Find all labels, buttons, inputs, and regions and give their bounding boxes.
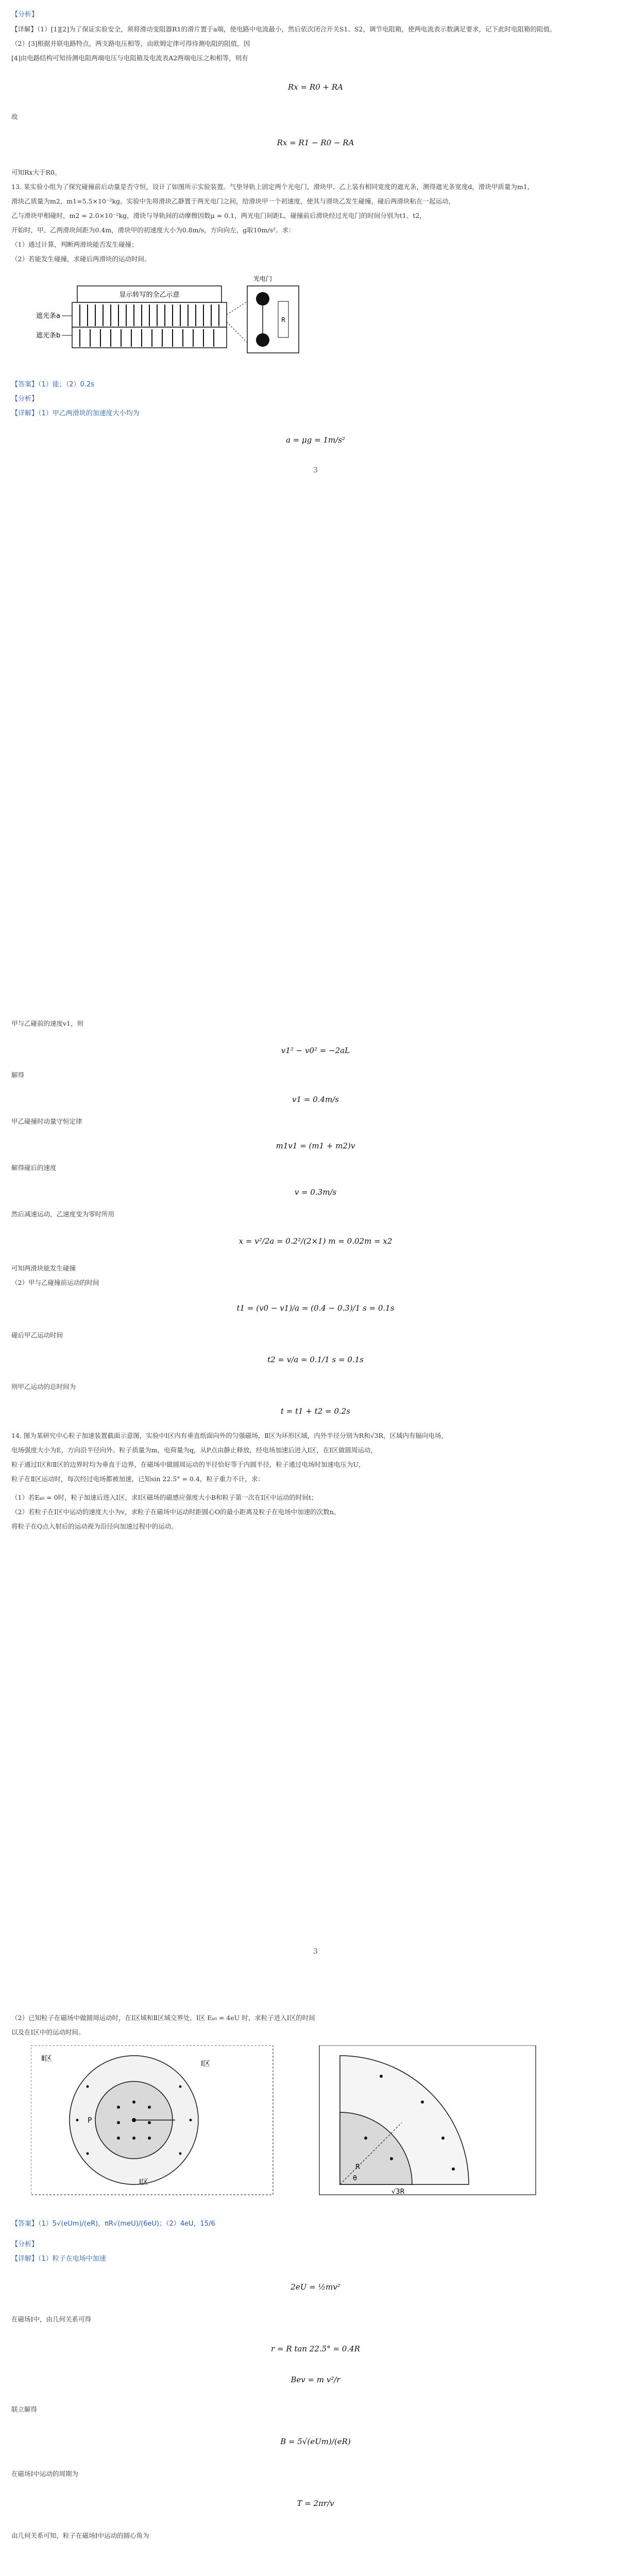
angle-label: θ: [353, 2175, 357, 2182]
inner-radius-label: R: [355, 2163, 361, 2171]
formula: T = 2πr/v: [297, 2499, 334, 2508]
page-number: 3: [313, 1947, 318, 1956]
diagram-title: 显示转写的全乙示意: [119, 291, 180, 299]
analysis-tag: 【分析】: [11, 11, 39, 19]
formula: Rx = R1 − R0 − RA: [277, 138, 354, 147]
formula: v1² − v0² = −2aL: [281, 1046, 350, 1055]
text-line: 可知Rx大于R0。: [11, 168, 61, 176]
text-line: 则甲乙运动的总时间为: [11, 1383, 76, 1391]
label-a: 遮光条a: [36, 312, 60, 320]
problem-13-line: 13. 某实验小组为了探究碰撞前后动量是否守恒，设计了如图所示实验装置。气垫导轨上固定两个光电门，滑块甲、乙上装有相同宽度的遮光条，测得遮光条宽度d，滑块甲质量为m1，: [11, 183, 534, 191]
problem-13-line: 开始时，甲、乙两滑块间距为0.4m，滑块甲的初速度大小为0.8m/s，方向向左，g取10m/s²。求：: [11, 226, 295, 234]
text-line: 联立解得: [11, 2405, 38, 2413]
detail-line: 【详解】（1）甲乙两滑块的加速度大小均为: [11, 410, 140, 417]
text-line: 故: [11, 113, 18, 121]
text-line: 在磁场Ⅰ中，由几何关系可得: [11, 2315, 91, 2323]
text-line: （2）已知粒子在磁场中做圆周运动时，在Ⅰ区域和Ⅱ区域交界处，Ⅰ区 Eₖ₀ = 4eU 时，求粒子进入Ⅰ区的时间: [11, 2014, 315, 2022]
text-line: 将粒子在Q点入射后的运动视为沿径向加速过程中的运动。: [11, 1522, 178, 1530]
answer-line: 【答案】（1）5√(eUm)/(eR)，πR√(meU)/(6eU)；（2）4eU，15/6: [11, 2220, 215, 2228]
text-line: 在磁场Ⅰ中运动的周期为: [11, 2470, 78, 2478]
question-1: （1）若Eₖ₀ = 0时，粒子加速后进入Ⅰ区，求Ⅰ区磁场的磁感应强度大小B和粒子第一次在Ⅰ区中运动的时间t；: [11, 1494, 318, 1501]
page-number: 3: [313, 466, 318, 474]
formula: v = 0.3m/s: [294, 1188, 337, 1197]
resistor-label: R: [281, 316, 286, 324]
air-track-diagram: [21, 270, 309, 368]
text-line: （2）[3]根据并联电路特点，两支路电压相等，由欧姆定律可得待测电阻的阻值，因: [11, 40, 250, 47]
problem-13-line: 乙与滑块甲相碰时，m2 = 2.0×10⁻²kg，滑块与导轨间的动摩擦因数μ = 0.1，两光电门间距L，碰撞前后滑块经过光电门的时间分别为t1、t2，: [11, 212, 426, 219]
problem-14-line: 粒子通过Ⅰ区和Ⅱ区的边界时均为垂直于边界，在磁场中做圆周运动的半径恰好等于内圆半径，粒子通过电场时加速电压为U，: [11, 1461, 365, 1468]
page-2: [0, 999, 631, 1994]
text-line: 碰后甲乙运动时间: [11, 1331, 63, 1339]
outer-radius-label: √3R: [391, 2188, 405, 2196]
page-1: [0, 0, 631, 999]
formula: r = R tan 22.5° = 0.4R: [271, 2344, 360, 2353]
formula: t = t1 + t2 = 0.2s: [280, 1406, 351, 1416]
problem-13-line: 滑块乙质量为m2，m1=5.5×10⁻²kg。实验中先将滑块乙静置于两光电门之间，给滑块甲一个初速度，使其与滑块乙发生碰撞，碰后两滑块粘在一起运动，: [11, 197, 455, 205]
top-label: 光电门: [253, 275, 272, 282]
answer-line: 【答案】（1）能；（2）0.2s: [11, 381, 94, 388]
particle-field-diagram: [31, 2045, 546, 2200]
question-1: （1）通过计算，判断两滑块能否发生碰撞；: [11, 241, 138, 248]
question-2: （2）若能发生碰撞，求碰后两滑块的运动时间。: [11, 255, 151, 263]
analysis-tag: 【分析】: [11, 2241, 39, 2248]
detail-line: 【详解】（1）[1][2]为了保证实验安全，须将滑动变阻器R1的滑片置于a端，使电路中电流最小，然后依次闭合开关S1、S2，调节电阻箱，使两电流表示数满足要求，记下此时电阻箱的阻值。: [11, 25, 556, 33]
text-line: （2）甲与乙碰撞前运动的时间: [11, 1279, 99, 1286]
problem-14-line: 14. 图为某研究中心粒子加速装置截面示意图，实验中Ⅰ区内有垂直纸面向外的匀强磁场，Ⅱ区为环形区域，内外半径分别为R和√3R，区域内有辐向电场，: [11, 1432, 448, 1439]
text-line: 解得: [11, 1071, 25, 1079]
question-2: （2）若粒子在Ⅰ区中运动的速度大小为v，求粒子在磁场中运动时距圆心O的最小距离及粒子在电场中加速的次数n。: [11, 1508, 340, 1516]
formula: v1 = 0.4m/s: [292, 1095, 339, 1104]
region-1b-label: Ⅰ区: [139, 2178, 149, 2187]
text-line: [4]由电路结构可知待测电阻两端电压与电阻箱及电流表A2两端电压之和相等，则有: [11, 54, 248, 62]
analysis-tag: 【分析】: [11, 395, 39, 403]
formula: x = v²/2a = 0.2²/(2×1) m = 0.02m = x2: [238, 1236, 393, 1246]
formula: 2eU = ½mv²: [291, 2282, 340, 2292]
point-p-label: P: [88, 2116, 92, 2125]
text-line: 甲乙碰撞时动量守恒定律: [11, 1117, 82, 1125]
region-2-label: Ⅱ区: [41, 2055, 52, 2063]
detail-line: 【详解】（1）粒子在电场中加速: [11, 2255, 106, 2263]
text-line: 解得碰后的速度: [11, 1164, 57, 1172]
text-line: 甲与乙碰前的速度v1，则: [11, 1020, 84, 1027]
problem-14-line: 电场强度大小为E，方向沿半径向外。粒子质量为m，电荷量为q，从P点由静止释放，经电场加速后进入Ⅰ区，在Ⅰ区做圆周运动，: [11, 1446, 377, 1454]
formula: m1v1 = (m1 + m2)v: [276, 1141, 355, 1150]
formula: t1 = (v0 − v1)/a = (0.4 − 0.3)/1 s = 0.1s: [236, 1303, 395, 1313]
formula: Rx = R0 + RA: [288, 82, 343, 92]
text-line: 然后减速运动，乙速度变为零时所用: [11, 1210, 115, 1218]
text-line: 以及在Ⅰ区中的运动时间。: [11, 2028, 85, 2036]
formula: t2 = v/a = 0.1/1 s = 0.1s: [267, 1355, 364, 1364]
formula: a = μg = 1m/s²: [285, 435, 346, 445]
region-1-label: Ⅰ区: [201, 2060, 211, 2068]
problem-14-line: 粒子在Ⅱ区运动时，每次经过电场都被加速，已知sin 22.5° = 0.4，粒子重力不计，求：: [11, 1475, 264, 1483]
page-3: [0, 1994, 631, 2576]
label-b: 遮光条b: [36, 332, 61, 340]
formula: Bev = m v²/r: [291, 2375, 340, 2384]
text-line: 可知两滑块能发生碰撞: [11, 1264, 76, 1272]
formula: B = 5√(eUm)/(eR): [280, 2437, 351, 2446]
text-line: 由几何关系可知，粒子在磁场Ⅰ中运动的圆心角为: [11, 2532, 149, 2539]
